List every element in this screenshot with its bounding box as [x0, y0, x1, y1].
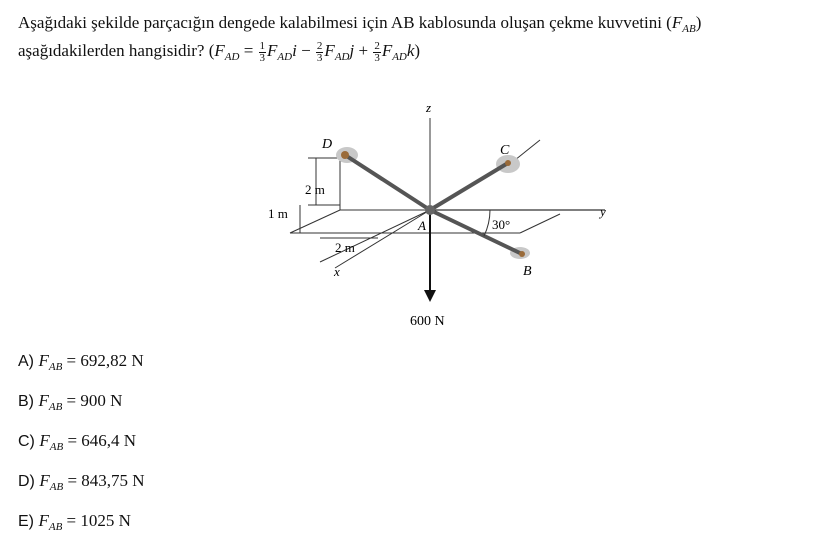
cable-AC — [430, 163, 508, 210]
cable-AD — [345, 155, 430, 210]
option-a[interactable]: A) $F_{AB} = 692,82$ N — [18, 351, 144, 373]
option-value: = 900 N — [62, 391, 123, 410]
label-angle: 30° — [492, 217, 511, 232]
fad-subscript: AD — [224, 51, 240, 63]
unit-i: i — [292, 41, 297, 60]
paren-close: ) — [695, 13, 702, 32]
force-subscript: AB — [682, 23, 696, 35]
ring-D — [341, 151, 349, 159]
option-e[interactable]: E) $F_{AB} = 1025$ N — [18, 511, 131, 533]
question-line-1-text: Aşağıdaki şekilde parçacığın dengede kalabilmesi için AB kablosunda oluşan çekme kuvvetini ( — [18, 13, 672, 32]
option-b[interactable]: B) $F_{AB} = 900$ N — [18, 391, 123, 413]
question-line-2: aşağıdakilerden hangisidir? ($F_{AD}$ = $\frac{1}{3}$ $F_{AD}i$ − $\frac{2}{3}$ $F_{AD}j$ + $\frac{2}{3}$ $F_{AD}k$) — [18, 39, 421, 64]
label-y: y — [600, 204, 606, 219]
option-letter: A) — [18, 353, 34, 370]
answer-options — [18, 346, 145, 546]
label-x: x — [334, 264, 340, 279]
unit-j: j — [349, 41, 355, 60]
ring-C — [505, 160, 511, 166]
label-B: B — [523, 264, 532, 279]
option-value: = 843,75 N — [63, 471, 145, 490]
paren-close-2: ) — [414, 41, 421, 60]
label-force: 600 N — [410, 314, 445, 329]
label-C: C — [500, 143, 510, 158]
term1-symbol: F — [267, 41, 278, 60]
option-letter: C) — [18, 433, 35, 450]
label-1m: 1 m — [268, 206, 288, 221]
fad-symbol: F — [214, 41, 225, 60]
term3-symbol: F — [381, 41, 393, 60]
option-d[interactable]: D) $F_{AB} = 843,75$ N — [18, 471, 145, 493]
option-value: = 1025 N — [62, 511, 131, 530]
option-letter: E) — [18, 513, 34, 530]
fraction-2: $\frac{2}{3}$ — [316, 39, 323, 64]
angle-arc — [484, 210, 490, 236]
label-2m-horizontal: 2 m — [335, 240, 355, 255]
option-c[interactable]: C) $F_{AB} = 646,4$ N — [18, 431, 137, 453]
option-letter: D) — [18, 473, 35, 490]
fraction-1: $\frac{1}{3}$ — [259, 39, 266, 64]
question-line-2-text: aşağıdakilerden hangisidir? ( — [18, 41, 215, 60]
equals-sign: = — [239, 41, 258, 60]
force-arrow-head — [424, 290, 436, 302]
label-z: z — [426, 100, 432, 115]
plane-right-edge — [520, 214, 560, 233]
x-axis — [335, 210, 430, 268]
unit-k: k — [406, 41, 415, 60]
fraction-3: $\frac{2}{3}$ — [374, 39, 380, 64]
option-value: = 646,4 N — [63, 431, 137, 450]
plus-sign: + — [354, 41, 373, 60]
label-A: A — [418, 218, 426, 233]
minus-sign: − — [296, 41, 315, 60]
plane-left-edge — [290, 210, 340, 233]
force-symbol: F — [671, 13, 683, 32]
ring-B — [519, 251, 525, 257]
option-value: = 692,82 N — [62, 351, 144, 370]
option-letter: B) — [18, 393, 34, 410]
particle-A — [425, 205, 435, 215]
label-2m-vertical: 2 m — [305, 182, 325, 197]
label-D: D — [322, 137, 333, 152]
term2-symbol: F — [324, 41, 335, 60]
